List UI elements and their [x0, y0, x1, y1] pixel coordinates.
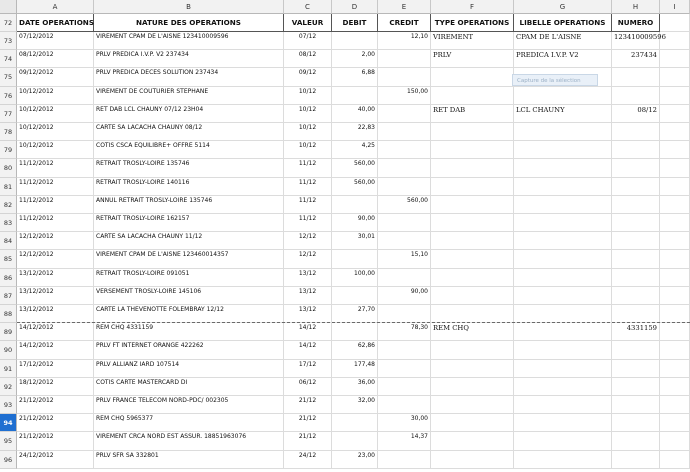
cell-libelle[interactable] — [514, 87, 612, 105]
cell-valeur[interactable]: 11/12 — [284, 196, 332, 214]
cell-libelle[interactable] — [514, 214, 612, 232]
empty-cell[interactable] — [660, 159, 690, 177]
row-header[interactable]: 82 — [0, 196, 17, 214]
selection-capture-tooltip: Capture de la sélection — [512, 74, 598, 86]
cell-date[interactable]: 11/12/2012 — [17, 214, 94, 232]
cell-valeur[interactable]: 08/12 — [284, 50, 332, 68]
empty-cell[interactable] — [660, 178, 690, 196]
cell-type[interactable] — [431, 378, 514, 396]
cell-type[interactable] — [431, 123, 514, 141]
cell-date[interactable]: 08/12/2012 — [17, 50, 94, 68]
cell-nature[interactable]: REM CHQ 4331159 — [94, 323, 284, 341]
cell-credit[interactable] — [378, 68, 431, 86]
cell-nature[interactable]: RETRAIT TROSLY-LOIRE 162157 — [94, 214, 284, 232]
row-header[interactable]: 75 — [0, 68, 17, 86]
cell-date[interactable]: 11/12/2012 — [17, 196, 94, 214]
cell-credit[interactable]: 78,30 — [378, 323, 431, 341]
cell-credit[interactable] — [378, 214, 431, 232]
cell-debit[interactable] — [332, 87, 378, 105]
cell-numero[interactable] — [612, 159, 660, 177]
empty-cell[interactable] — [660, 341, 690, 359]
cell-date[interactable]: 09/12/2012 — [17, 68, 94, 86]
cell-date[interactable]: 11/12/2012 — [17, 159, 94, 177]
empty-cell[interactable] — [660, 323, 690, 341]
cell-valeur[interactable]: 12/12 — [284, 232, 332, 250]
cell-debit[interactable] — [332, 32, 378, 50]
cell-nature[interactable]: RETRAIT TROSLY-LOIRE 140116 — [94, 178, 284, 196]
cell-date[interactable]: 07/12/2012 — [17, 32, 94, 50]
cell-type[interactable] — [431, 232, 514, 250]
cell-type[interactable] — [431, 196, 514, 214]
cell-nature[interactable]: VIREMENT CRCA NORD EST ASSUR. 18851963076 — [94, 432, 284, 450]
cell-valeur[interactable]: 10/12 — [284, 105, 332, 123]
cell-numero[interactable] — [612, 287, 660, 305]
cell-debit[interactable]: 36,00 — [332, 378, 378, 396]
row-header[interactable]: 80 — [0, 159, 17, 177]
cell-valeur[interactable]: 14/12 — [284, 341, 332, 359]
row-header[interactable]: 77 — [0, 105, 17, 123]
cell-numero[interactable] — [612, 378, 660, 396]
cell-debit[interactable] — [332, 250, 378, 268]
empty-cell[interactable] — [660, 196, 690, 214]
row-header[interactable]: 73 — [0, 32, 17, 50]
empty-cell[interactable] — [660, 378, 690, 396]
row-header[interactable]: 84 — [0, 232, 17, 250]
row-header[interactable]: 89 — [0, 323, 17, 341]
column-header-c[interactable]: C — [284, 0, 332, 14]
cell-type[interactable]: REM CHQ — [431, 323, 514, 341]
cell-nature[interactable]: VIREMENT CPAM DE L'AISNE 123460014357 — [94, 250, 284, 268]
cell-libelle[interactable] — [514, 123, 612, 141]
cell-nature[interactable]: CARTE LA THEVENOTTE FOLEMBRAY 12/12 — [94, 305, 284, 323]
cell-date[interactable]: 14/12/2012 — [17, 323, 94, 341]
cell-libelle[interactable] — [514, 196, 612, 214]
column-header-g[interactable]: G — [514, 0, 612, 14]
empty-cell[interactable] — [660, 250, 690, 268]
row-header[interactable]: 86 — [0, 269, 17, 287]
cell-valeur[interactable]: 10/12 — [284, 87, 332, 105]
cell-valeur[interactable]: 07/12 — [284, 32, 332, 50]
row-header[interactable]: 81 — [0, 178, 17, 196]
cell-libelle[interactable] — [514, 360, 612, 378]
cell-libelle[interactable] — [514, 305, 612, 323]
cell-nature[interactable]: ANNUL RETRAIT TROSLY-LOIRE 135746 — [94, 196, 284, 214]
cell-nature[interactable]: REM CHQ 5965377 — [94, 414, 284, 432]
cell-numero[interactable] — [612, 178, 660, 196]
cell-valeur[interactable]: 11/12 — [284, 214, 332, 232]
empty-cell[interactable] — [660, 68, 690, 86]
cell-credit[interactable] — [378, 360, 431, 378]
cell-numero[interactable]: 237434 — [612, 50, 660, 68]
select-all-corner[interactable] — [0, 0, 17, 14]
cell-type[interactable] — [431, 360, 514, 378]
cell-libelle[interactable]: LCL CHAUNY — [514, 105, 612, 123]
cell-libelle[interactable] — [514, 287, 612, 305]
cell-valeur[interactable]: 13/12 — [284, 269, 332, 287]
empty-cell[interactable] — [660, 123, 690, 141]
cell-numero[interactable] — [612, 414, 660, 432]
cell-date[interactable]: 10/12/2012 — [17, 123, 94, 141]
cell-debit[interactable] — [332, 432, 378, 450]
cell-valeur[interactable]: 09/12 — [284, 68, 332, 86]
cell-date[interactable]: 13/12/2012 — [17, 305, 94, 323]
cell-debit[interactable]: 62,86 — [332, 341, 378, 359]
column-header-b[interactable]: B — [94, 0, 284, 14]
cell-debit[interactable]: 4,25 — [332, 141, 378, 159]
row-header[interactable]: 94 — [0, 414, 17, 432]
row-header[interactable]: 72 — [0, 14, 17, 32]
cell-debit[interactable]: 100,00 — [332, 269, 378, 287]
row-header[interactable]: 74 — [0, 50, 17, 68]
cell-debit[interactable]: 560,00 — [332, 178, 378, 196]
cell-credit[interactable]: 14,37 — [378, 432, 431, 450]
cell-valeur[interactable]: 13/12 — [284, 287, 332, 305]
cell-libelle[interactable]: PREDICA I.V.P. V2 — [514, 50, 612, 68]
column-header-f[interactable]: F — [431, 0, 514, 14]
cell-nature[interactable]: COTIS CARTE MASTERCARD DI — [94, 378, 284, 396]
cell-libelle[interactable] — [514, 451, 612, 469]
cell-credit[interactable] — [378, 396, 431, 414]
cell-debit[interactable]: 32,00 — [332, 396, 378, 414]
cell-type[interactable]: VIREMENT — [431, 32, 514, 50]
cell-libelle[interactable] — [514, 269, 612, 287]
header-cell-numero[interactable]: NUMERO — [612, 14, 660, 32]
cell-credit[interactable] — [378, 378, 431, 396]
cell-credit[interactable] — [378, 305, 431, 323]
cell-type[interactable] — [431, 414, 514, 432]
cell-date[interactable]: 24/12/2012 — [17, 451, 94, 469]
cell-type[interactable] — [431, 87, 514, 105]
cell-type[interactable] — [431, 141, 514, 159]
page-break-line — [17, 322, 690, 323]
cell-libelle[interactable] — [514, 178, 612, 196]
empty-cell[interactable] — [660, 141, 690, 159]
header-cell-credit[interactable]: CREDIT — [378, 14, 431, 32]
empty-cell[interactable] — [660, 105, 690, 123]
cell-numero[interactable] — [612, 360, 660, 378]
empty-cell[interactable] — [660, 305, 690, 323]
cell-type[interactable] — [431, 305, 514, 323]
cell-numero[interactable] — [612, 341, 660, 359]
cell-credit[interactable] — [378, 123, 431, 141]
row-header[interactable]: 90 — [0, 341, 17, 359]
empty-cell[interactable] — [660, 287, 690, 305]
cell-nature[interactable]: PRLV FRANCE TELECOM NORD-PDC/ 002305 — [94, 396, 284, 414]
cell-debit[interactable]: 177,48 — [332, 360, 378, 378]
cell-numero[interactable]: 4331159 — [612, 323, 660, 341]
cell-type[interactable]: RET DAB — [431, 105, 514, 123]
cell-debit[interactable]: 560,00 — [332, 159, 378, 177]
cell-date[interactable]: 21/12/2012 — [17, 432, 94, 450]
cell-valeur[interactable]: 21/12 — [284, 396, 332, 414]
cell-valeur[interactable]: 17/12 — [284, 360, 332, 378]
cell-numero[interactable]: 08/12 — [612, 105, 660, 123]
header-cell-date[interactable]: DATE OPERATIONS — [17, 14, 94, 32]
cell-nature[interactable]: CARTE SA LACACHA CHAUNY 08/12 — [94, 123, 284, 141]
empty-cell[interactable] — [660, 14, 690, 32]
cell-valeur[interactable]: 11/12 — [284, 178, 332, 196]
empty-cell[interactable] — [660, 360, 690, 378]
cell-libelle[interactable] — [514, 159, 612, 177]
cell-credit[interactable] — [378, 341, 431, 359]
cell-libelle[interactable] — [514, 232, 612, 250]
cell-numero[interactable] — [612, 451, 660, 469]
cell-debit[interactable] — [332, 196, 378, 214]
cell-credit[interactable] — [378, 141, 431, 159]
cell-date[interactable]: 21/12/2012 — [17, 414, 94, 432]
column-header-i[interactable]: I — [660, 0, 690, 14]
row-header[interactable]: 79 — [0, 141, 17, 159]
cell-date[interactable]: 12/12/2012 — [17, 250, 94, 268]
cell-date[interactable]: 13/12/2012 — [17, 287, 94, 305]
empty-cell[interactable] — [660, 432, 690, 450]
empty-cell[interactable] — [660, 32, 690, 50]
cell-credit[interactable]: 15,10 — [378, 250, 431, 268]
cell-libelle[interactable] — [514, 396, 612, 414]
cell-debit[interactable] — [332, 323, 378, 341]
cell-type[interactable] — [431, 341, 514, 359]
cell-numero[interactable] — [612, 432, 660, 450]
row-header[interactable]: 91 — [0, 360, 17, 378]
cell-numero[interactable] — [612, 214, 660, 232]
cell-date[interactable]: 13/12/2012 — [17, 269, 94, 287]
cell-numero[interactable] — [612, 68, 660, 86]
cell-credit[interactable]: 560,00 — [378, 196, 431, 214]
cell-credit[interactable] — [378, 50, 431, 68]
cell-nature[interactable]: VERSEMENT TROSLY-LOIRE 145106 — [94, 287, 284, 305]
row-header[interactable]: 96 — [0, 451, 17, 469]
cell-nature[interactable]: PRLV PREDICA DECES SOLUTION 237434 — [94, 68, 284, 86]
cell-debit[interactable]: 2,00 — [332, 50, 378, 68]
cell-type[interactable]: PRLV — [431, 50, 514, 68]
cell-valeur[interactable]: 11/12 — [284, 159, 332, 177]
cell-debit[interactable]: 30,01 — [332, 232, 378, 250]
cell-type[interactable] — [431, 250, 514, 268]
cell-credit[interactable] — [378, 232, 431, 250]
cell-date[interactable]: 18/12/2012 — [17, 378, 94, 396]
header-cell-libelle[interactable]: LIBELLE OPERATIONS — [514, 14, 612, 32]
cell-nature[interactable]: PRLV PREDICA I.V.P. V2 237434 — [94, 50, 284, 68]
cell-numero[interactable] — [612, 123, 660, 141]
cell-nature[interactable]: RETRAIT TROSLY-LOIRE 091051 — [94, 269, 284, 287]
cell-credit[interactable]: 12,10 — [378, 32, 431, 50]
cell-valeur[interactable]: 21/12 — [284, 414, 332, 432]
cell-libelle[interactable] — [514, 414, 612, 432]
cell-valeur[interactable]: 13/12 — [284, 305, 332, 323]
cell-libelle[interactable] — [514, 341, 612, 359]
cell-nature[interactable]: PRLV FT INTERNET ORANGE 422262 — [94, 341, 284, 359]
header-cell-type[interactable]: TYPE OPERATIONS — [431, 14, 514, 32]
cell-nature[interactable]: RETRAIT TROSLY-LOIRE 135746 — [94, 159, 284, 177]
cell-nature[interactable]: CARTE SA LACACHA CHAUNY 11/12 — [94, 232, 284, 250]
cell-nature[interactable]: PRLV ALLIANZ IARD 107514 — [94, 360, 284, 378]
cell-credit[interactable] — [378, 451, 431, 469]
cell-nature[interactable]: PRLV SFR SA 332801 — [94, 451, 284, 469]
cell-credit[interactable]: 30,00 — [378, 414, 431, 432]
cell-libelle[interactable] — [514, 432, 612, 450]
column-header-a[interactable]: A — [17, 0, 94, 14]
empty-cell[interactable] — [660, 396, 690, 414]
empty-cell[interactable] — [660, 414, 690, 432]
cell-nature[interactable]: COTIS CSCA EQUILIBRE+ OFFRE 5114 — [94, 141, 284, 159]
empty-cell[interactable] — [660, 87, 690, 105]
row-header[interactable]: 83 — [0, 214, 17, 232]
cell-type[interactable] — [431, 451, 514, 469]
empty-cell[interactable] — [660, 214, 690, 232]
cell-libelle[interactable] — [514, 323, 612, 341]
cell-debit[interactable]: 6,88 — [332, 68, 378, 86]
empty-cell[interactable] — [660, 451, 690, 469]
cell-date[interactable]: 17/12/2012 — [17, 360, 94, 378]
cell-valeur[interactable]: 12/12 — [284, 250, 332, 268]
empty-cell[interactable] — [660, 50, 690, 68]
cell-debit[interactable]: 23,00 — [332, 451, 378, 469]
cell-debit[interactable]: 22,83 — [332, 123, 378, 141]
header-cell-valeur[interactable]: VALEUR — [284, 14, 332, 32]
cell-type[interactable] — [431, 159, 514, 177]
row-header[interactable]: 76 — [0, 87, 17, 105]
cell-date[interactable]: 10/12/2012 — [17, 87, 94, 105]
column-header-d[interactable]: D — [332, 0, 378, 14]
cell-date[interactable]: 14/12/2012 — [17, 341, 94, 359]
row-header[interactable]: 88 — [0, 305, 17, 323]
cell-type[interactable] — [431, 396, 514, 414]
cell-numero[interactable] — [612, 250, 660, 268]
cell-date[interactable]: 10/12/2012 — [17, 105, 94, 123]
cell-credit[interactable] — [378, 178, 431, 196]
cell-debit[interactable]: 27,70 — [332, 305, 378, 323]
cell-libelle[interactable] — [514, 250, 612, 268]
cell-date[interactable]: 21/12/2012 — [17, 396, 94, 414]
cell-numero[interactable] — [612, 141, 660, 159]
cell-debit[interactable]: 90,00 — [332, 214, 378, 232]
cell-type[interactable] — [431, 432, 514, 450]
row-header[interactable]: 95 — [0, 432, 17, 450]
empty-cell[interactable] — [660, 269, 690, 287]
cell-credit[interactable]: 150,00 — [378, 87, 431, 105]
cell-date[interactable]: 12/12/2012 — [17, 232, 94, 250]
cell-type[interactable] — [431, 269, 514, 287]
cell-valeur[interactable]: 21/12 — [284, 432, 332, 450]
cell-numero[interactable] — [612, 232, 660, 250]
cell-valeur[interactable]: 14/12 — [284, 323, 332, 341]
cell-libelle[interactable] — [514, 141, 612, 159]
cell-valeur[interactable]: 10/12 — [284, 141, 332, 159]
cell-valeur[interactable]: 10/12 — [284, 123, 332, 141]
cell-numero[interactable] — [612, 269, 660, 287]
cell-nature[interactable]: VIREMENT DE COUTURIER STEPHANE — [94, 87, 284, 105]
cell-numero[interactable] — [612, 87, 660, 105]
cell-nature[interactable]: RET DAB LCL CHAUNY 07/12 23H04 — [94, 105, 284, 123]
cell-date[interactable]: 11/12/2012 — [17, 178, 94, 196]
cell-type[interactable] — [431, 68, 514, 86]
cell-type[interactable] — [431, 214, 514, 232]
cell-credit[interactable] — [378, 105, 431, 123]
cell-libelle[interactable]: CPAM DE L'AISNE — [514, 32, 612, 50]
cell-numero[interactable] — [612, 305, 660, 323]
cell-debit[interactable] — [332, 414, 378, 432]
column-header-h[interactable]: H — [612, 0, 660, 14]
row-header[interactable]: 78 — [0, 123, 17, 141]
cell-debit[interactable] — [332, 287, 378, 305]
row-header[interactable]: 92 — [0, 378, 17, 396]
header-cell-nature[interactable]: NATURE DES OPERATIONS — [94, 14, 284, 32]
cell-type[interactable] — [431, 287, 514, 305]
cell-type[interactable] — [431, 178, 514, 196]
cell-date[interactable]: 10/12/2012 — [17, 141, 94, 159]
header-cell-debit[interactable]: DEBIT — [332, 14, 378, 32]
row-header[interactable]: 85 — [0, 250, 17, 268]
cell-nature[interactable]: VIREMENT CPAM DE L'AISNE 123410009596 — [94, 32, 284, 50]
cell-credit[interactable]: 90,00 — [378, 287, 431, 305]
row-header[interactable]: 87 — [0, 287, 17, 305]
cell-numero[interactable]: 123410009596 — [612, 32, 660, 50]
cell-credit[interactable] — [378, 159, 431, 177]
cell-valeur[interactable]: 24/12 — [284, 451, 332, 469]
column-header-e[interactable]: E — [378, 0, 431, 14]
cell-debit[interactable]: 40,00 — [332, 105, 378, 123]
cell-libelle[interactable] — [514, 378, 612, 396]
cell-numero[interactable] — [612, 196, 660, 214]
empty-cell[interactable] — [660, 232, 690, 250]
cell-valeur[interactable]: 06/12 — [284, 378, 332, 396]
cell-credit[interactable] — [378, 269, 431, 287]
row-header[interactable]: 93 — [0, 396, 17, 414]
cell-numero[interactable] — [612, 396, 660, 414]
